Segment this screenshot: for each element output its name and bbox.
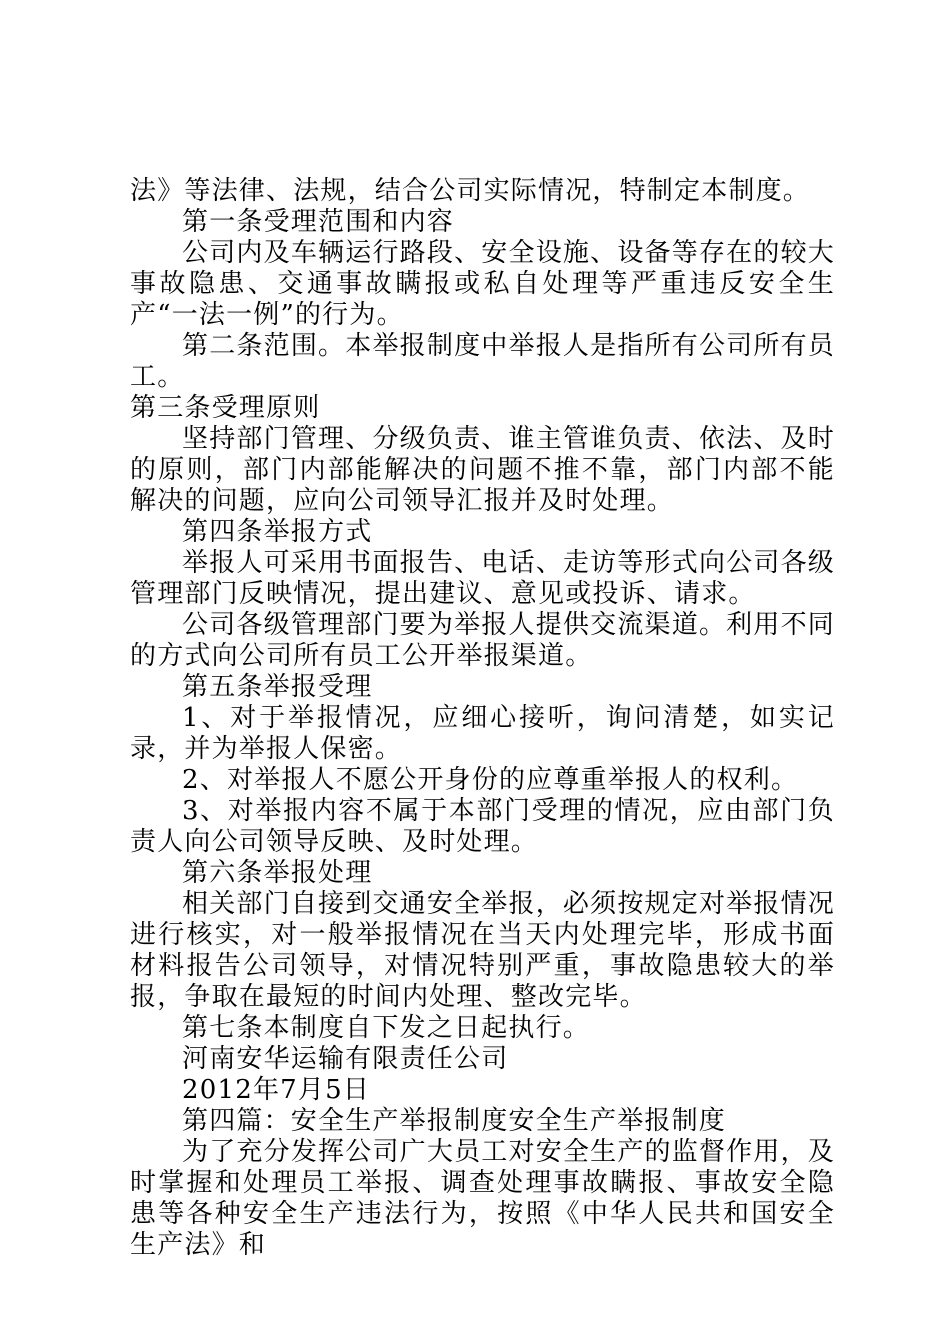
document-body bbox=[130, 176, 835, 1261]
article-4-body-2: 公司各级管理部门要为举报人提供交流渠道。利用不同的方式向公司所有员工公开举报渠道。 bbox=[130, 610, 835, 671]
article-5-heading: 第五条举报受理 bbox=[182, 672, 373, 702]
paragraph-intro-continuation: 法》等法律、法规，结合公司实际情况，特制定本制度。 bbox=[130, 176, 811, 206]
company-name: 河南安华运输有限责任公司 bbox=[182, 1044, 509, 1074]
article-5-item-2: 2、对举报人不愿公开身份的应尊重举报人的权利。 bbox=[182, 765, 799, 795]
section-4-intro: 为了充分发挥公司广大员工对安全生产的监督作用，及时掌握和处理员工举报、调查处理事故瞒报、事故安全隐患等各种安全生产违法行为，按照《中华人民共和国安全生产法》和 bbox=[130, 1137, 835, 1260]
article-5-item-1: 1、对于举报情况，应细心接听，询问清楚，如实记录，并为举报人保密。 bbox=[130, 703, 835, 764]
article-4-body-1: 举报人可采用书面报告、电话、走访等形式向公司各级管理部门反映情况，提出建议、意见或投诉、请求。 bbox=[130, 548, 835, 609]
article-6-heading: 第六条举报处理 bbox=[182, 858, 373, 888]
article-1-heading: 第一条受理范围和内容 bbox=[182, 207, 455, 237]
article-1-body: 公司内及车辆运行路段、安全设施、设备等存在的较大事故隐患、交通事故瞒报或私自处理等严重违反安全生产“一法一例”的行为。 bbox=[130, 238, 835, 330]
article-3-heading: 第三条受理原则 bbox=[130, 393, 321, 423]
article-7: 第七条本制度自下发之日起执行。 bbox=[182, 1013, 591, 1043]
article-2: 第二条范围。本举报制度中举报人是指所有公司所有员工。 bbox=[130, 331, 835, 392]
article-3-body: 坚持部门管理、分级负责、谁主管谁负责、依法、及时的原则，部门内部能解决的问题不推不靠，部门内部不能解决的问题，应向公司领导汇报并及时处理。 bbox=[130, 424, 835, 516]
section-4-title: 第四篇：安全生产举报制度安全生产举报制度 bbox=[182, 1106, 727, 1136]
article-5-item-3: 3、对举报内容不属于本部门受理的情况，应由部门负责人向公司领导反映、及时处理。 bbox=[130, 796, 835, 857]
article-6-body: 相关部门自接到交通安全举报，必须按规定对举报情况进行核实，对一般举报情况在当天内处理完毕，形成书面材料报告公司领导，对情况特别严重，事故隐患较大的举报，争取在最短的时间内处理、整改完毕。 bbox=[130, 889, 835, 1012]
document-date: 2012年7月5日 bbox=[182, 1075, 371, 1105]
article-4-heading: 第四条举报方式 bbox=[182, 517, 373, 547]
